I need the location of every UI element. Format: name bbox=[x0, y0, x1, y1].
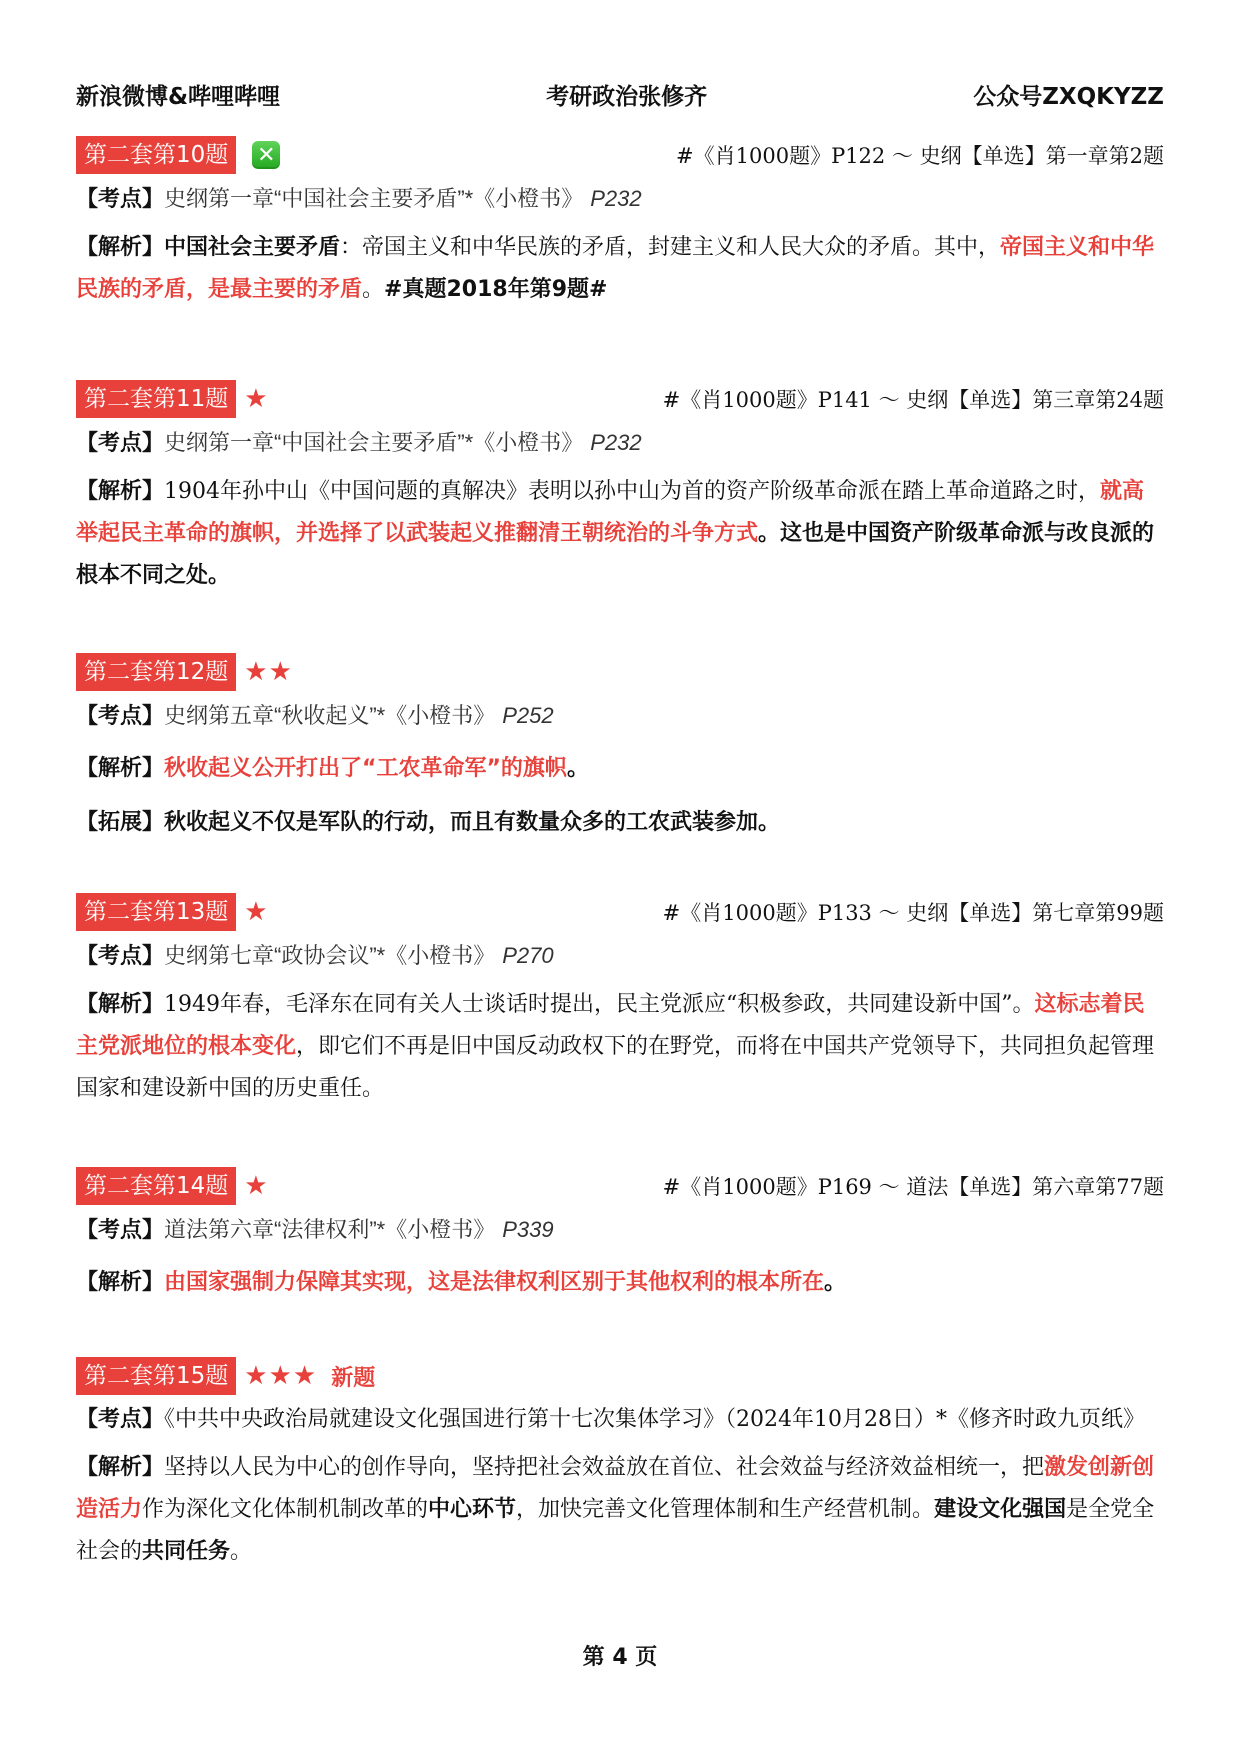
jiexi-paragraph: 【解析】中国社会主要矛盾：帝国主义和中华民族的矛盾，封建主义和人民大众的矛盾。其中，帝国主义和中华民族的矛盾，是最主要的矛盾。#真题2018年第9题# bbox=[76, 235, 1155, 302]
star-rating-icon: ★★★ bbox=[244, 1361, 318, 1391]
kaodian-line: 【考点】史纲第一章“中国社会主要矛盾”*《小橙书》 P232 bbox=[76, 186, 642, 212]
star-rating-icon: ★★ bbox=[244, 657, 293, 687]
question-badge: 第二套第13题 bbox=[76, 893, 236, 931]
star-rating-icon: ★ bbox=[244, 384, 269, 414]
question-badge: 第二套第12题 bbox=[76, 653, 236, 691]
question-reference: #《肖1000题》P133 ～ 史纲【单选】第七章第99题 bbox=[662, 901, 1164, 925]
question-reference: #《肖1000题》P122 ～ 史纲【单选】第一章第2题 bbox=[676, 144, 1164, 168]
jiexi-paragraph: 【解析】由国家强制力保障其实现，这是法律权利区别于其他权利的根本所在。 bbox=[76, 1270, 847, 1295]
star-rating-icon: ★ bbox=[244, 897, 269, 927]
jiexi-paragraph: 【解析】1904年孙中山《中国问题的真解决》表明以孙中山为首的资产阶级革命派在踏上革命道路之时，就高举起民主革命的旗帜，并选择了以武装起义推翻清王朝统治的斗争方式。这也是中国资产阶级革命派与改良派的根本不同之处。 bbox=[76, 479, 1155, 588]
header-left: 新浪微博&哔哩哔哩 bbox=[76, 83, 281, 110]
x-icon: ✕ bbox=[252, 141, 280, 169]
page-number: 第 4 页 bbox=[582, 1645, 658, 1670]
jiexi-paragraph: 【解析】秋收起义公开打出了“工农革命军”的旗帜。 bbox=[76, 756, 589, 781]
question-badge: 第二套第15题 bbox=[76, 1357, 236, 1395]
question-badge: 第二套第10题 bbox=[76, 136, 236, 174]
question-block bbox=[76, 136, 1164, 311]
kaodian-line: 【考点】史纲第五章“秋收起义”*《小橙书》 P252 bbox=[76, 703, 554, 729]
question-block bbox=[76, 380, 1164, 597]
kaodian-line: 【考点】道法第六章“法律权利”*《小橙书》 P339 bbox=[76, 1217, 554, 1243]
header-center: 考研政治张修齐 bbox=[546, 83, 708, 110]
star-rating-icon: ★ bbox=[244, 1171, 269, 1201]
kaodian-line: 【考点】《中共中央政治局就建设文化强国进行第十七次集体学习》（2024年10月28日）*《修齐时政九页纸》 bbox=[76, 1407, 1145, 1432]
kaodian-line: 【考点】史纲第七章“政协会议”*《小橙书》 P270 bbox=[76, 943, 554, 969]
jiexi-paragraph: 【解析】1949年春，毛泽东在同有关人士谈话时提出，民主党派应“积极参政，共同建设新中国”。这标志着民主党派地位的根本变化，即它们不再是旧中国反动政权下的在野党，而将在中国共产党领导下，共同担负起管理国家和建设新中国的历史重任。 bbox=[76, 992, 1155, 1101]
question-block bbox=[76, 653, 1164, 844]
header-right: 公众号ZXQKYZZ bbox=[973, 83, 1164, 110]
question-badge: 第二套第14题 bbox=[76, 1167, 236, 1205]
jiexi-paragraph: 【解析】坚持以人民为中心的创作导向，坚持把社会效益放在首位、社会效益与经济效益相统一，把激发创新创造活力作为深化文化体制机制改革的中心环节，加快完善文化管理体制和生产经营机制。建设文化强国是全党全社会的共同任务。 bbox=[76, 1455, 1155, 1564]
tuozhan-paragraph: 【拓展】秋收起义不仅是军队的行动，而且有数量众多的工农武装参加。 bbox=[76, 810, 781, 835]
kaodian-line: 【考点】史纲第一章“中国社会主要矛盾”*《小橙书》 P232 bbox=[76, 430, 642, 456]
new-question-tag: 新题 bbox=[331, 1365, 376, 1391]
page-header bbox=[76, 76, 1164, 112]
question-reference: #《肖1000题》P169 ～ 道法【单选】第六章第77题 bbox=[662, 1175, 1164, 1199]
question-block bbox=[76, 893, 1164, 1110]
question-reference: #《肖1000题》P141 ～ 史纲【单选】第三章第24题 bbox=[662, 388, 1164, 412]
question-block bbox=[76, 1167, 1164, 1304]
question-block bbox=[76, 1357, 1164, 1573]
question-badge: 第二套第11题 bbox=[76, 380, 236, 418]
